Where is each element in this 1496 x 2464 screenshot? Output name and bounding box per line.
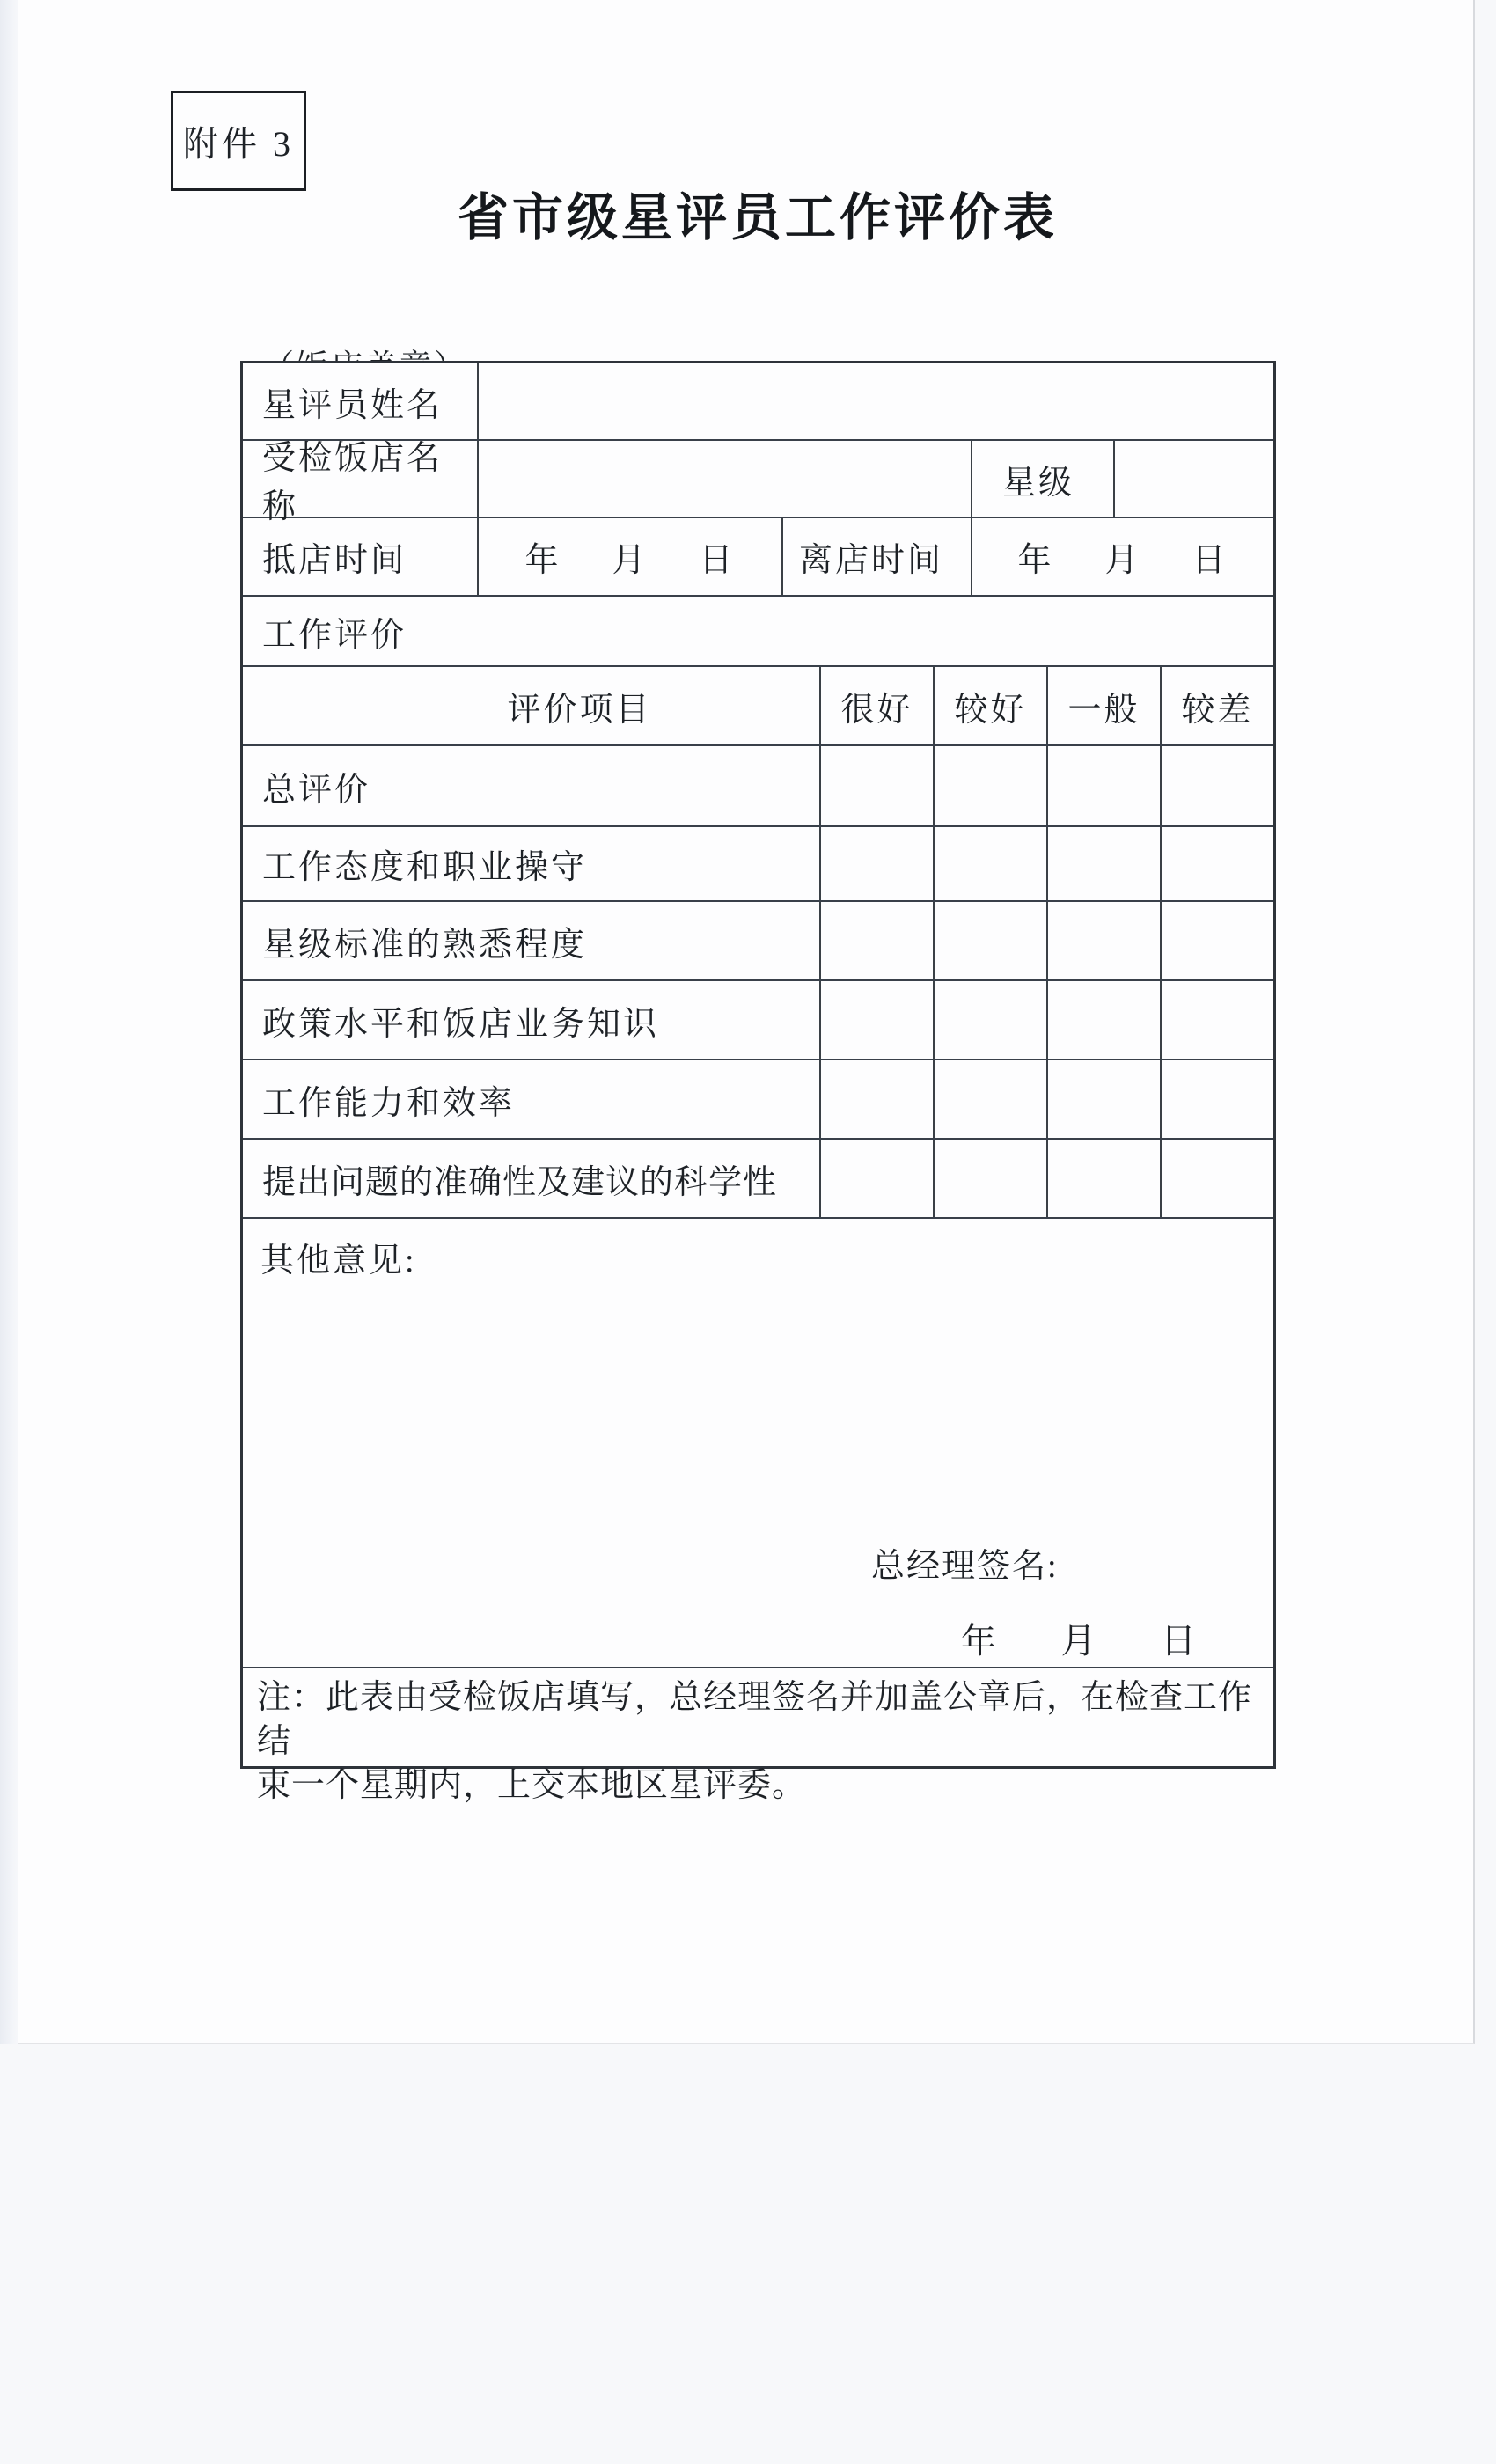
- rating-cell: [821, 1060, 935, 1138]
- arrival-time-label: 抵店时间: [243, 518, 479, 595]
- row-rating-item: [243, 981, 1273, 1060]
- arrival-date-cell: [479, 518, 783, 595]
- rating-cell: [1162, 746, 1273, 825]
- rating-option-verygood: 很好: [821, 667, 935, 744]
- rating-cell: [821, 902, 935, 979]
- month-char: 月: [1060, 1621, 1099, 1661]
- rating-cell: [1048, 902, 1162, 979]
- year-char: 年: [961, 1621, 999, 1661]
- note-line-1: 注：此表由受检饭店填写，总经理签名并加盖公章后，在检查工作结: [257, 1679, 1253, 1760]
- rating-cell: [1162, 902, 1273, 979]
- row-rating-item: [243, 902, 1273, 981]
- row-rating-item: [243, 827, 1273, 902]
- month-char: 月: [1104, 542, 1141, 579]
- departure-time-label: 离店时间: [783, 518, 972, 595]
- attachment-label: 附件 3: [183, 123, 294, 164]
- row-times: [243, 518, 1273, 597]
- year-char: 年: [1017, 542, 1054, 579]
- rating-cell: [935, 981, 1048, 1059]
- evaluator-name-value-cell: [479, 363, 1273, 439]
- departure-date-cell: [972, 518, 1273, 595]
- rating-cell: [1048, 746, 1162, 825]
- note-line-2: 束一个星期内，上交本地区星评委。: [257, 1767, 807, 1804]
- rating-cell: [821, 827, 935, 900]
- rating-cell: [821, 746, 935, 825]
- rating-item-label: 星级标准的熟悉程度: [243, 902, 821, 979]
- rating-option-good: 较好: [935, 667, 1048, 744]
- rating-cell: [1162, 1060, 1273, 1138]
- evaluation-form-table: [240, 361, 1276, 1804]
- rating-option-poor: 较差: [1181, 691, 1254, 729]
- rating-cell: [935, 746, 1048, 825]
- day-char: 日: [699, 542, 736, 579]
- row-evaluator-name: [243, 363, 1273, 441]
- hotel-name-label: 受检饭店名称: [243, 441, 479, 517]
- other-opinions-cell: [243, 1219, 1273, 1667]
- day-char: 日: [1161, 1621, 1199, 1661]
- evaluator-name-label: 星评员姓名: [243, 363, 479, 439]
- row-hotel-name: [243, 440, 1273, 525]
- star-level-label: 星级: [972, 441, 1115, 517]
- note-cell: [243, 1668, 1273, 1804]
- other-opinions-label: 其他意见:: [260, 1243, 417, 1280]
- rating-cell: [1048, 1060, 1162, 1138]
- star-level-value-cell: [1115, 441, 1273, 517]
- rating-item-label: 工作态度和职业操守: [243, 827, 821, 900]
- hotel-name-value-cell: [479, 441, 972, 517]
- rating-cell: [1162, 827, 1273, 900]
- rating-item-label: 工作能力和效率: [243, 1060, 821, 1138]
- rating-cell: [1162, 981, 1273, 1059]
- row-rating-item: [243, 1140, 1273, 1219]
- row-rating-item: [243, 1060, 1273, 1140]
- rating-cell: [1048, 827, 1162, 900]
- rating-cell: [1048, 981, 1162, 1059]
- row-note: [243, 1668, 1273, 1804]
- month-char: 月: [612, 542, 649, 579]
- row-rating-header: [243, 667, 1273, 746]
- rating-cell: [1162, 1140, 1273, 1217]
- rating-item-label: 提出问题的准确性及建议的科学性: [243, 1140, 821, 1217]
- day-char: 日: [1192, 542, 1228, 579]
- scan-left-edge: [0, 0, 18, 2044]
- rating-cell: [935, 827, 1048, 900]
- row-rating-item: [243, 746, 1273, 827]
- rating-option-average: 一般: [1048, 667, 1162, 744]
- row-work-evaluation: [243, 597, 1273, 667]
- year-char: 年: [524, 542, 561, 579]
- rating-cell: [821, 1140, 935, 1217]
- rating-cell: [935, 1140, 1048, 1217]
- rating-cell: [935, 1060, 1048, 1138]
- rating-item-label: 总评价: [243, 746, 821, 825]
- signature-date-line: [961, 1613, 1199, 1663]
- rating-cell: [1048, 1140, 1162, 1217]
- rating-cell: [821, 981, 935, 1059]
- gm-signature-label: 总经理签名:: [871, 1548, 1059, 1585]
- rating-item-header: 评价项目: [243, 667, 821, 744]
- rating-cell: [935, 902, 1048, 979]
- rating-item-label: 政策水平和饭店业务知识: [243, 981, 821, 1059]
- work-evaluation-label: 工作评价: [262, 616, 407, 654]
- page-title: 省市级星评员工作评价表: [457, 189, 1058, 246]
- row-other-opinions: [243, 1219, 1273, 1668]
